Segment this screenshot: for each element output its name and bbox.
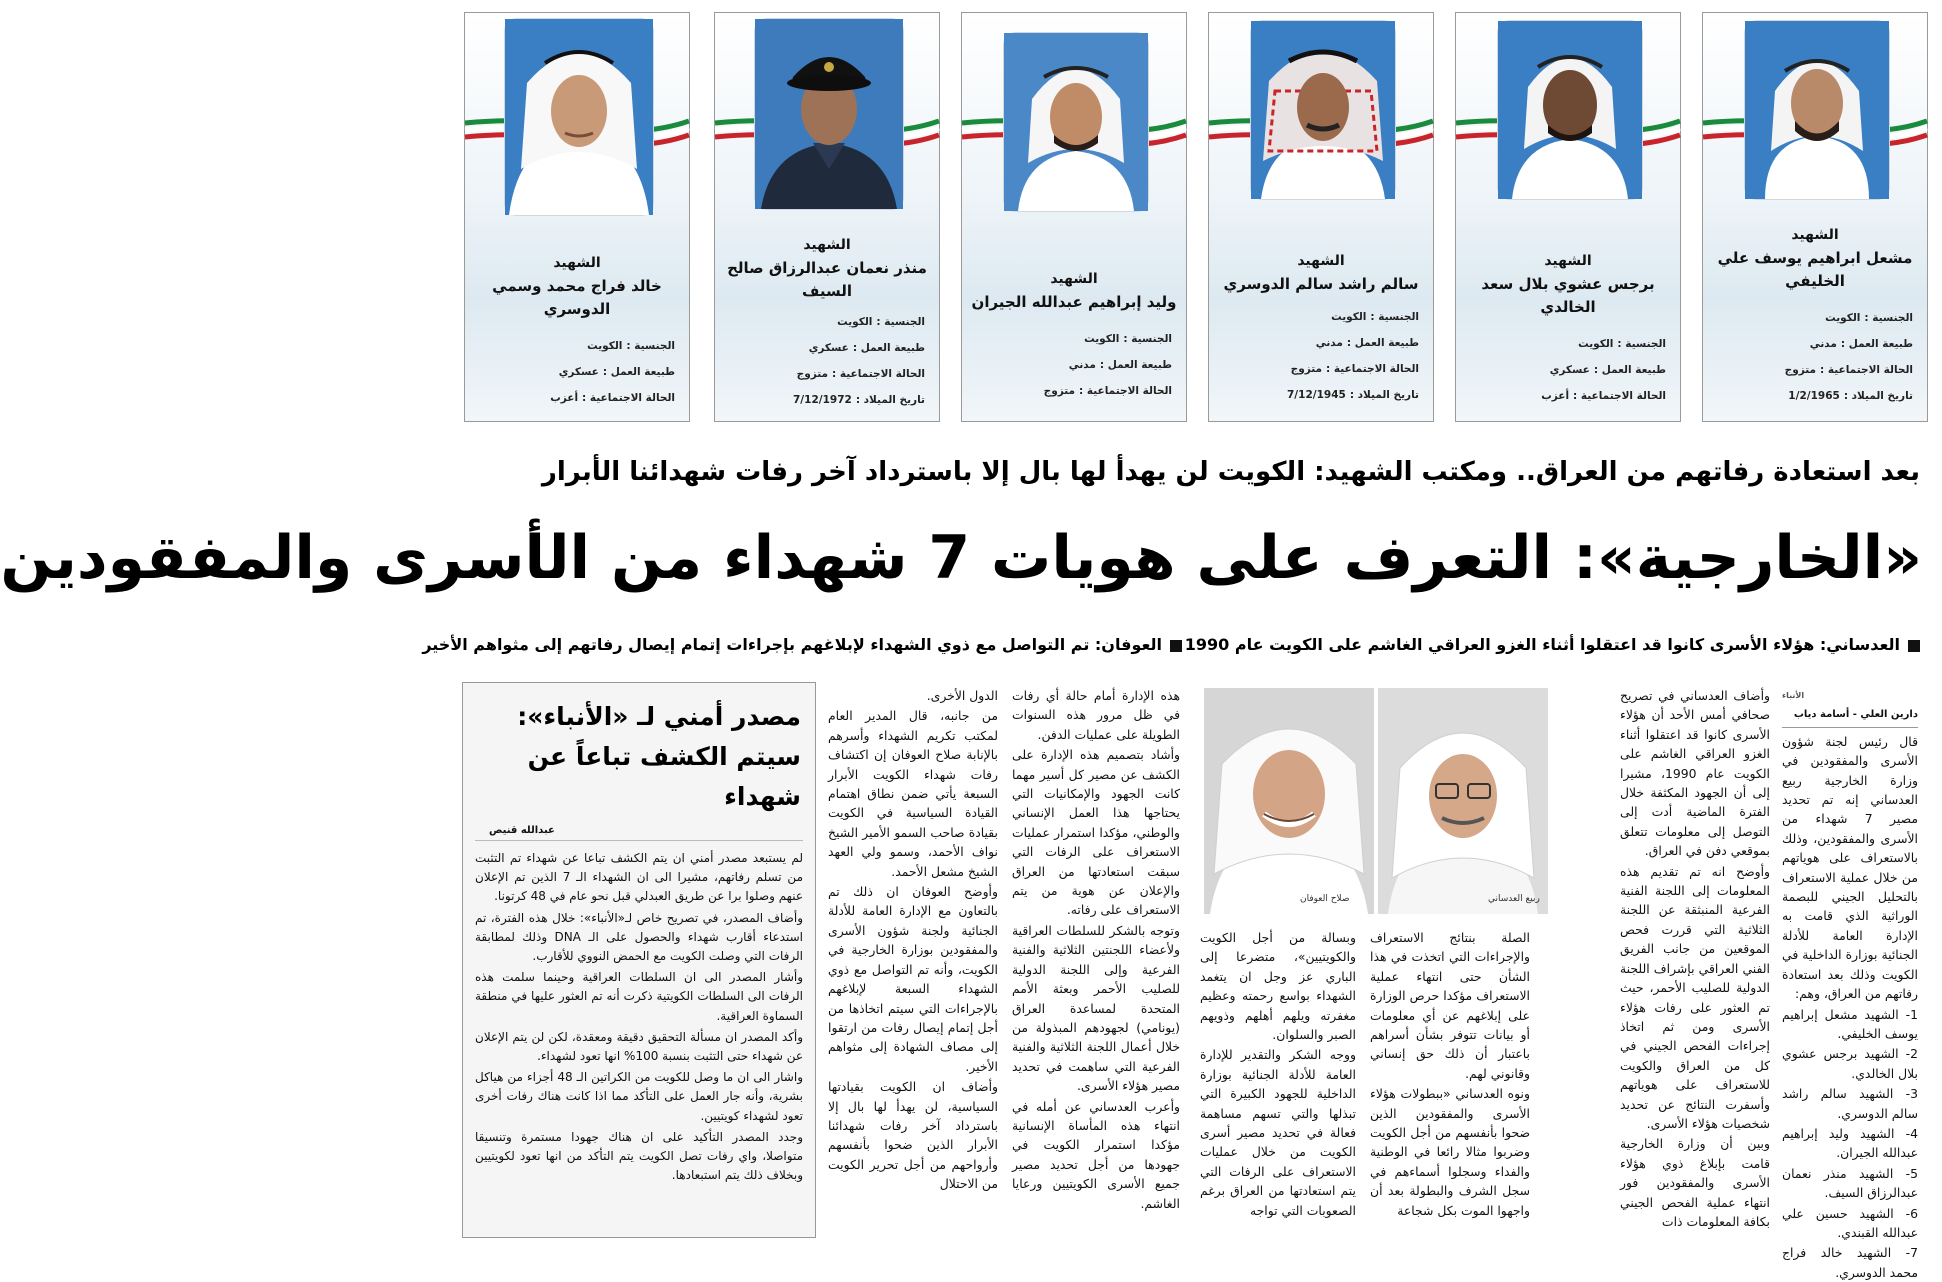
paragraph: ووجه الشكر والتقدير للإدارة العامة للأدلة الجنائية بوزارة الداخلية للجهود الكبيرة التي تبذلها والتي تسهم مساهمة فعالة في تحديد مصير أسرى الكويت من خلال عمليات الاستعراف على الرفات التي يتم استعادتها من العراق برغم الصعوبات التي تواجه: [1200, 1047, 1356, 1218]
martyr-photo: [505, 19, 653, 215]
paragraph: وبسالة من أجل الكويت والكويتيين»، متضرعا إلى الباري عز وجل ان يتغمد الشهداء بواسع رحمته وعظيم مغفرته ويلهم أهلهم وذويهم الصبر والسلوان.: [1200, 930, 1356, 1043]
martyr-card-5: [714, 12, 940, 422]
photo-salah-oufan: [1204, 688, 1374, 914]
list-item: 2- الشهيد برجس عشوي بلال الخالدي.: [1782, 1046, 1918, 1081]
paragraph: من جانبه، قال المدير العام لمكتب تكريم الشهداء وأسرهم بالإنابة صلاح العوفان إن اكتشاف رفات شهداء الكويت الأبرار السبعة يأتي ضمن نطاق اهتمام القيادة السياسية في الكويت بقيادة صاحب السمو الأمير الشيخ نواف الأحمد، وسمو ولي العهد الشيخ مشعل الأحمد.: [828, 708, 998, 879]
photo-rabie-adsani: [1378, 688, 1548, 914]
byline: الأنباء دارين العلي - أسامة دياب: [1782, 686, 1918, 728]
martyr-name: مشعل ابراهيم يوسف علي الخليفي: [1717, 249, 1913, 290]
portrait-icon: [1498, 21, 1642, 199]
subheadline-adsani: العدساني: هؤلاء الأسرى كانوا قد اعتقلوا أثناء الغزو العراقي الغاشم على الكويت عام 1990: [1185, 632, 1920, 658]
status-field: الحالة الاجتماعية :أعزب: [1541, 390, 1666, 402]
martyr-name: منذر نعمان عبدالرزاق صالح السيف: [727, 259, 927, 300]
subheadline-oufan: العوفان: تم التواصل مع ذوي الشهداء لإبلاغهم بإجراءات إتمام إيصال رفاتهم إلى مثواهم الأخير: [422, 632, 1182, 658]
paragraph: وجدد المصدر التأكيد على ان هناك جهودا مستمرة وتنسيقا متواصلا، واي رفات تصل الكويت يتم التأكد من انها تعود لكويتيين وبخلاف ذلك يتم استبعادها.: [475, 1129, 803, 1183]
card-title: الشهيد: [803, 237, 851, 253]
photo-caption: صلاح العوفان: [1300, 894, 1350, 904]
job-field: طبيعة العمل :عسكري: [558, 366, 675, 378]
birth-field: تاريخ الميلاد :7/12/1972: [793, 394, 925, 406]
card-title: الشهيد: [553, 255, 601, 271]
martyr-name: وليد إبراهيم عبدالله الجيران: [971, 293, 1177, 311]
portrait-icon: [755, 19, 903, 209]
paragraph: وأشار المصدر الى ان السلطات العراقية وحينما سلمت هذه الرفات الى السلطات الكويتية ذكرت أنه تم العثور عليها في منطقة السماوة العراقية.: [475, 970, 803, 1023]
job-field: طبيعة العمل :مدني: [1809, 338, 1913, 350]
card-title: الشهيد: [1544, 253, 1592, 269]
nationality-field: الجنسية :الكويت: [1084, 333, 1172, 345]
martyr-name: سالم راشد سالم الدوسري: [1223, 275, 1419, 293]
paragraph: ونوه العدساني «ببطولات هؤلاء الأسرى والمفقودين الذين ضحوا بأنفسهم من أجل الكويت وضربوا مثالا رائعا في الوطنية والفداء وسجلوا أسماءهم في سجل الشرف والبطولة بعد أن واجهوا الموت بكل شجاعة: [1370, 1086, 1530, 1218]
list-item: 6- الشهيد حسين علي عبدالله القبندي.: [1782, 1205, 1918, 1240]
portrait-icon: [505, 19, 653, 215]
sidebar-headline: مصدر أمني لـ «الأنباء»: سيتم الكشف تباعاً عن شهداء: [517, 702, 801, 811]
martyr-photo: [1498, 21, 1642, 199]
martyr-photo: [1004, 33, 1148, 211]
martyr-card-3: [1208, 12, 1434, 422]
job-field: طبيعة العمل :مدني: [1068, 359, 1172, 371]
status-field: الحالة الاجتماعية :أعزب: [550, 392, 675, 404]
paragraph: وأضاف العدساني في تصريح صحافي أمس الأحد أن هؤلاء الأسرى كانوا قد اعتقلوا أثناء الغزو العراقي الغاشم على الكويت عام 1990، مشيرا إلى أن الجهود المكثفة خلال الفترة الماضية أدت إلى التوصل إلى معلومات تتعلق بموقعي دفن في العراق.: [1620, 688, 1770, 859]
birth-field: تاريخ الميلاد :1/2/1965: [1788, 390, 1913, 402]
martyr-card-4: [961, 12, 1187, 422]
martyr-photo: [755, 19, 903, 209]
paragraph: وأشاد بتصميم هذه الإدارة على الكشف عن مصير كل أسير مهما كانت الجهود والإمكانيات التي يحتاجها هذا العمل الإنساني والوطني، مؤكدا استمرار عمليات الاستعراف على الرفات التي سبقت استعادتها من العراق والإعلان عن هوية من يتم الاستعراف على رفاته.: [1012, 747, 1180, 918]
nationality-field: الجنسية :الكويت: [587, 340, 675, 352]
martyr-cards: [462, 6, 1928, 418]
paragraph: وأوضح العوفان ان ذلك تم بالتعاون مع الإدارة العامة للأدلة الجنائية ولجنة شؤون الأسرى والمفقودين بوزارة الخارجية في الكويت، وأنه تم التواصل مع ذوي الشهداء السبعة لإبلاغهم بالإجراءات التي سيتم اتخاذها من أجل إتمام إيصال رفات من ارتقوا إلى مصاف الشهادة إلى مثواهم الأخير.: [828, 884, 998, 1074]
article-column-6: [828, 686, 998, 1242]
birth-field: تاريخ الميلاد :7/12/1945: [1287, 389, 1419, 401]
article-column-5: [1012, 686, 1180, 1242]
sidebar-box: [462, 682, 816, 1238]
status-field: الحالة الاجتماعية :متزوج: [1043, 385, 1172, 397]
paragraph: الدول الأخرى.: [926, 688, 998, 703]
bullet-square-icon: [1908, 640, 1920, 652]
paragraph: وأضاف ان الكويت بقيادتها السياسية، لن يهدأ لها بال إلا باسترداد آخر رفات شهدائنا الأبرار الذين ضحوا بأنفسهم وأرواحهم من أجل تحرير الكويت من الاحتلال: [828, 1079, 998, 1192]
kicker-headline: بعد استعادة رفاتهم من العراق.. ومكتب الشهيد: الكويت لن يهدأ لها بال إلا باسترداد آخر رفات شهدائنا الأبرار: [541, 457, 1920, 487]
main-headline: «الخارجية»: التعرف على هويات 7 شهداء من الأسرى والمفقودين: [0, 523, 1922, 593]
article-column-2: [1620, 686, 1770, 1242]
sidebar-text: [463, 849, 815, 1185]
paragraph: واشار الى ان ما وصل للكويت من الكراتين الـ 48 أجزاء من هياكل بشرية، وأنه جار العمل على التأكد مما اذا كانت هناك رفات أخرى تعود لشهداء كويتيين.: [475, 1070, 803, 1123]
job-field: طبيعة العمل :عسكري: [1549, 364, 1666, 376]
photo-caption: ربيع العدساني: [1488, 894, 1540, 904]
paragraph: لم يستبعد مصدر أمني ان يتم الكشف تباعا عن شهداء تم التثبت من تسلم رفاتهم، مشيرا الى ان الشهداء الـ 7 الذين تم الإعلان عنهم وصلوا برا عن طريق العبدلي قبل نحو عام في 48 كرتونا.: [475, 851, 803, 904]
paragraph: وأوضح انه تم تقديم هذه المعلومات إلى اللجنة الفنية الفرعية المنبثقة عن اللجنة الثلاثية التي قررت فحص الموقعين من جانب الفريق الفني العراقي بإشراف اللجنة الدولية للصليب الأحمر، حيث تم العثور على رفات هؤلاء الأسرى ومن ثم اتخاذ إجراءات الفحص الجيني في كل من العراق والكويت للاستعراف على هوياتهم وأسفرت النتائج عن تحديد شخصيات هؤلاء الأسرى.: [1620, 863, 1770, 1131]
nationality-field: الجنسية :الكويت: [1825, 312, 1913, 324]
list-item: 4- الشهيد وليد إبراهيم عبدالله الجيران.: [1782, 1125, 1918, 1161]
nationality-field: الجنسية :الكويت: [837, 316, 925, 328]
nationality-field: الجنسية :الكويت: [1331, 311, 1419, 323]
martyr-card-2: [1455, 12, 1681, 422]
portrait-icon: [1745, 21, 1889, 199]
card-title: الشهيد: [1791, 227, 1839, 243]
paragraph: الصلة بنتائج الاستعراف والإجراءات التي اتخذت في هذا الشأن حتى انتهاء عملية الاستعراف مؤكدا حرص الوزارة على إبلاغهم عن أي معلومات أو بيانات تتوفر بشأن أسراهم باعتبار أن ذلك حق إنساني وقانوني لهم.: [1370, 930, 1530, 1081]
card-title: الشهيد: [1297, 253, 1345, 269]
martyr-card-1: [1702, 12, 1928, 422]
martyr-photo: [1745, 21, 1889, 199]
paragraph: وأعرب العدساني عن أمله في انتهاء هذه المأساة الإنسانية مؤكدا استمرار الكويت في جهودها من أجل تحديد مصير جميع الأسرى الكويتيين ورعايا الغاشم.: [1012, 1098, 1180, 1211]
status-field: الحالة الاجتماعية :متزوج: [1290, 363, 1419, 375]
article-column-3: [1370, 928, 1530, 1242]
martyr-name: خالد فراج محمد وسمي الدوسري: [492, 277, 662, 318]
bullet-square-icon: [1170, 640, 1182, 652]
paragraph: وأضاف المصدر، في تصريح خاص لـ«الأنباء»: خلال هذه الفترة، تم استدعاء أقارب شهداء والحصول على الـ DNA وذلك لمطابقة الرفات التي وصلت الكويت مع الحمض النووي للأقارب.: [475, 910, 803, 964]
martyr-name: برجس عشوي بلال سعد الخالدي: [1481, 275, 1655, 316]
job-field: طبيعة العمل :عسكري: [808, 342, 925, 354]
portrait-icon: [1378, 688, 1548, 914]
job-field: طبيعة العمل :مدني: [1315, 337, 1419, 349]
card-title: الشهيد: [1050, 271, 1098, 287]
portrait-icon: [1004, 33, 1148, 211]
article-column-1: [1782, 686, 1919, 1280]
nationality-field: الجنسية :الكويت: [1578, 338, 1666, 350]
paragraph: وبين أن وزارة الخارجية قامت بإبلاغ ذوي هؤلاء الأسرى والمفقودين فور انتهاء عملية الفحص الجيني بكافة المعلومات ذات: [1620, 1136, 1770, 1229]
portrait-icon: [1251, 21, 1395, 199]
list-item: 3- الشهيد سالم راشد سالم الدوسري.: [1782, 1086, 1918, 1121]
paragraph: هذه الإدارة أمام حالة أي رفات في ظل مرور هذه السنوات الطويلة على عمليات الدفن.: [1012, 688, 1180, 742]
paragraph: وتوجه بالشكر للسلطات العراقية ولأعضاء اللجنتين الثلاثية والفنية الفرعية وإلى اللجنة الدولية للصليب الأحمر وبعثة الأمم المتحدة لمساعدة العراق (يونامي) لجهودهم المبذولة من خلال أعمال اللجنة الثلاثية والفنية الفرعية التي ساهمت في تحديد مصير هؤلاء الأسرى.: [1012, 922, 1180, 1094]
list-item: 5- الشهيد منذر نعمان عبدالرزاق السيف.: [1782, 1165, 1918, 1201]
paragraph: قال رئيس لجنة شؤون الأسرى والمفقودين في وزارة الخارجية ربيع العدساني إنه تم تحديد مصير 7 شهداء من الأسرى والمفقودين، وذلك بالاستعراف على هوياتهم من خلال عملية الاستعراف بالتحليل الجيني للبصمة الوراثية الذي قامت به الإدارة العامة للأدلة الجنائية بوزارة الداخلية في الكويت وذلك بعد استعادة رفاتهم من العراق، وهم:: [1782, 733, 1919, 1002]
portrait-icon: [1204, 688, 1374, 914]
paragraph: وأكد المصدر ان مسألة التحقيق دقيقة ومعقدة، لكن لن يتم الإعلان عن شهداء حتى التثبت بنسبة 100% انها تعود لشهداء.: [475, 1029, 803, 1064]
publication-logo: الأنباء: [1782, 691, 1805, 700]
list-item: 1- الشهيد مشعل إبراهيم يوسف الخليفي.: [1782, 1006, 1918, 1041]
status-field: الحالة الاجتماعية :متزوج: [796, 368, 925, 380]
article-column-4: [1200, 928, 1356, 1242]
list-item: 7- الشهيد خالد فراج محمد الدوسري.: [1782, 1245, 1918, 1280]
status-field: الحالة الاجتماعية :متزوج: [1784, 364, 1913, 376]
sidebar-author: عبدالله قنيص: [475, 821, 803, 841]
martyr-card-6: [464, 12, 690, 422]
martyr-photo: [1251, 21, 1395, 199]
